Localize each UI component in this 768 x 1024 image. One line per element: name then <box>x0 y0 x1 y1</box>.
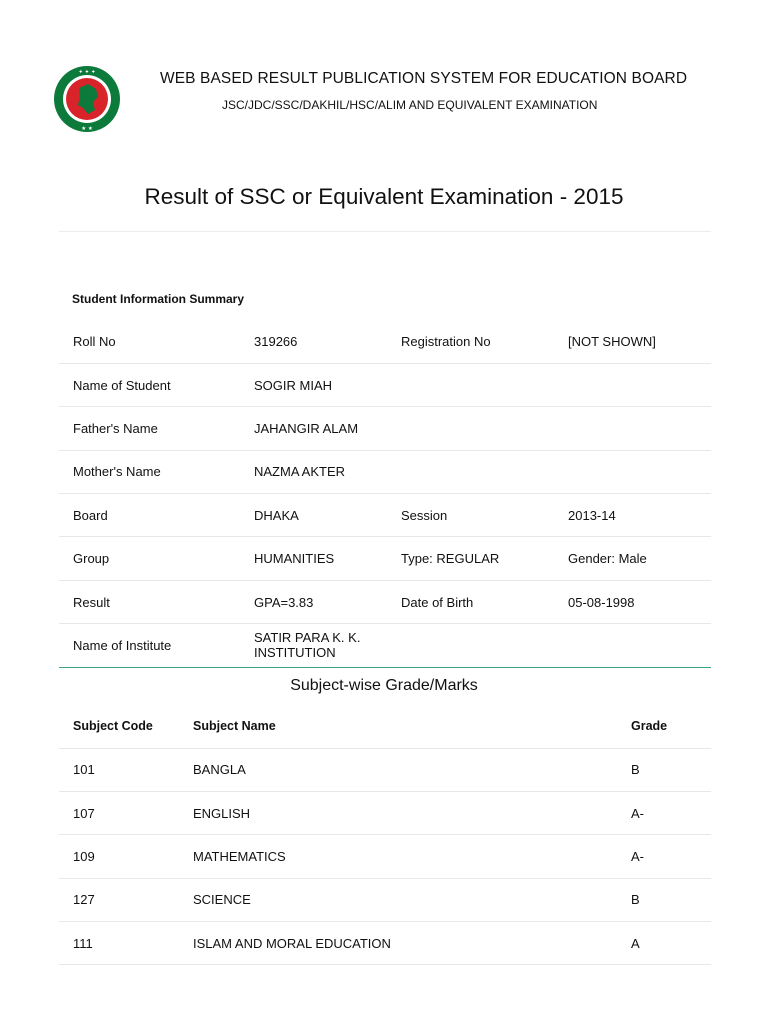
header-grade: Grade <box>631 719 668 734</box>
subject-name: MATHEMATICS <box>193 835 631 878</box>
header-subject-name: Subject Name <box>193 719 276 734</box>
info-value: HUMANITIES <box>254 537 401 580</box>
info-label: Mother's Name <box>59 450 254 493</box>
marks-table <box>59 705 711 965</box>
info-row <box>59 494 711 537</box>
info-label: Roll No <box>59 320 254 363</box>
info-label: Result <box>59 580 254 623</box>
subject-code: 127 <box>59 878 193 921</box>
info-label2 <box>401 624 568 667</box>
board-title: WEB BASED RESULT PUBLICATION SYSTEM FOR EDUCATION BOARD <box>160 70 688 87</box>
exam-title: Result of SSC or Equivalent Examination - 2015 <box>144 184 624 209</box>
table-row <box>59 748 711 791</box>
info-row <box>59 537 711 580</box>
student-info-caption: Student Information Summary <box>72 292 245 306</box>
marks-header-row <box>59 705 711 748</box>
info-value: DHAKA <box>254 494 401 537</box>
info-label2 <box>401 407 568 450</box>
info-label2: Type: REGULAR <box>401 537 568 580</box>
subject-code: 109 <box>59 835 193 878</box>
student-info-table <box>59 320 711 668</box>
marks-title: Subject-wise Grade/Marks <box>290 677 478 694</box>
grade: A- <box>631 791 711 834</box>
table-row <box>59 835 711 878</box>
info-value: NAZMA AKTER <box>254 450 401 493</box>
subject-name: BANGLA <box>193 748 631 791</box>
subject-code: 101 <box>59 748 193 791</box>
info-row <box>59 407 711 450</box>
subject-code: 111 <box>59 922 193 965</box>
subject-name: ENGLISH <box>193 791 631 834</box>
grade: B <box>631 878 711 921</box>
info-value2 <box>568 624 711 667</box>
info-value2 <box>568 407 711 450</box>
subject-name: ISLAM AND MORAL EDUCATION <box>193 922 631 965</box>
info-value: GPA=3.83 <box>254 580 401 623</box>
table-row <box>59 878 711 921</box>
info-value2: [NOT SHOWN] <box>568 320 711 363</box>
info-row <box>59 450 711 493</box>
info-value: 319266 <box>254 320 401 363</box>
info-value2 <box>568 363 711 406</box>
government-seal-logo <box>52 64 122 134</box>
board-subtitle: JSC/JDC/SSC/DAKHIL/HSC/ALIM AND EQUIVALENT EXAMINATION <box>222 98 598 112</box>
info-value: SATIR PARA K. K. INSTITUTION <box>254 624 401 667</box>
title-divider <box>59 231 711 232</box>
info-label2 <box>401 450 568 493</box>
info-value2: 2013-14 <box>568 494 711 537</box>
info-label: Name of Student <box>59 363 254 406</box>
header-subject-code: Subject Code <box>73 719 153 734</box>
info-row <box>59 363 711 406</box>
grade: A <box>631 922 711 965</box>
table-row <box>59 922 711 965</box>
info-label2 <box>401 363 568 406</box>
info-row <box>59 580 711 623</box>
info-value: SOGIR MIAH <box>254 363 401 406</box>
info-row <box>59 624 711 667</box>
grade: A- <box>631 835 711 878</box>
info-label: Board <box>59 494 254 537</box>
svg-text:★ ★: ★ ★ <box>81 126 93 132</box>
info-label2: Registration No <box>401 320 568 363</box>
info-label2: Session <box>401 494 568 537</box>
info-value2 <box>568 450 711 493</box>
info-label: Group <box>59 537 254 580</box>
info-label: Father's Name <box>59 407 254 450</box>
subject-name: SCIENCE <box>193 878 631 921</box>
subject-code: 107 <box>59 791 193 834</box>
info-row <box>59 320 711 363</box>
page-header <box>0 0 768 140</box>
info-label2: Date of Birth <box>401 580 568 623</box>
info-label: Name of Institute <box>59 624 254 667</box>
info-value2: 05-08-1998 <box>568 580 711 623</box>
grade: B <box>631 748 711 791</box>
info-value: JAHANGIR ALAM <box>254 407 401 450</box>
table-row <box>59 791 711 834</box>
info-value2: Gender: Male <box>568 537 711 580</box>
svg-text:✦ ✦ ✦: ✦ ✦ ✦ <box>78 69 96 76</box>
